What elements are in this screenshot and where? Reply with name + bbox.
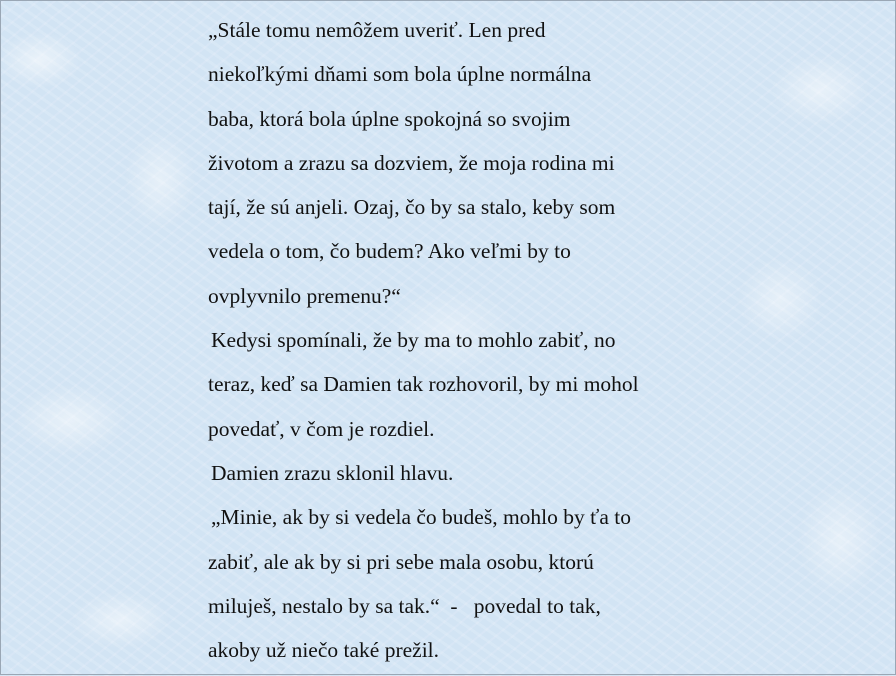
text-line: povedať, v čom je rozdiel. <box>208 416 435 441</box>
text-line: tají, že sú anjeli. Ozaj, čo by sa stalo, keby som <box>208 195 616 220</box>
text-line: Damien zrazu sklonil hlavu. <box>211 460 454 485</box>
text-line: akoby už niečo také prežil. <box>208 638 440 663</box>
text-line: „Stále tomu nemôžem uveriť. Len pred <box>208 18 546 42</box>
text-line: baba, ktorá bola úplne spokojná so svojim <box>208 106 571 131</box>
story-text <box>208 12 868 676</box>
text-line: niekoľkými dňami som bola úplne normálna <box>208 62 592 87</box>
text-line: ovplyvnilo premenu?“ <box>208 283 401 308</box>
text-line: zabiť, ale ak by si pri sebe mala osobu, ktorú <box>208 549 594 574</box>
text-line: teraz, keď sa Damien tak rozhovoril, by mi mohol <box>208 372 639 397</box>
text-line: Kedysi spomínali, že by ma to mohlo zabiť, no <box>211 328 616 353</box>
text-line: vedela o tom, čo budem? Ako veľmi by to <box>208 239 571 264</box>
text-line: „Minie, ak by si vedela čo budeš, mohlo by ťa to <box>211 505 631 530</box>
text-line: životom a zrazu sa dozviem, že moja rodina mi <box>208 150 615 175</box>
text-line: miluješ, nestalo by sa tak.“ - povedal to tak, <box>208 593 601 618</box>
